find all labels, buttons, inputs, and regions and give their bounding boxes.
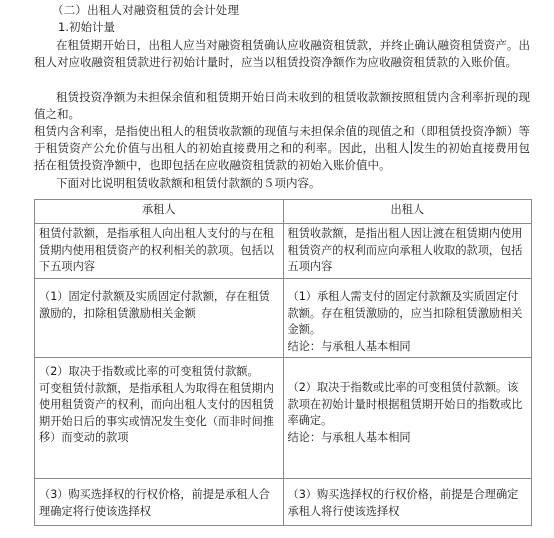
table-row	[35, 479, 532, 526]
comparison-table	[34, 199, 532, 526]
lessor-text: 租赁收款额，是指出租人因让渡在租赁期内使用租赁资产的权利而应向承租人收取的款项，包括五项内容	[287, 227, 523, 273]
lessee-text: 租赁付款额，是指承租人向出租人支付的与在租赁期内使用租赁资产的权利相关的款项。包括以下五项内容	[39, 227, 274, 273]
lessor-cell	[283, 224, 532, 279]
lessor-text: （2）取决于指数或比率的可变租赁付款额。该款项在初始计量时根据租赁期开始日的指数或比率确定。	[287, 381, 523, 427]
lessee-text: （1）固定付款额及实质固定付款额，存在租赁激励的，扣除租赁激励相关金额	[39, 290, 270, 320]
lessee-text: （2）取决于指数或比率的可变租赁付款额。	[39, 365, 259, 378]
lessee-cell	[35, 224, 284, 279]
table-intro: 下面对比说明租赁收款额和租赁付款额的５项内容。	[56, 176, 321, 190]
lessee-cell	[35, 279, 284, 358]
subsection-title: 1.初始计量	[58, 20, 115, 34]
paragraph-implicit-rate	[34, 123, 530, 174]
table-header-row	[35, 200, 532, 224]
lessee-text: （3）购买选择权的行权价格，前提是承租人合理确定将行使该选择权	[39, 488, 270, 518]
paragraph-net-investment: 租赁投资净额为未担保余值和租赁期开始日尚未收到的租赁收款额按照租赁内含利率折现的现值之和。	[34, 90, 530, 121]
lessor-cell	[283, 479, 532, 526]
paragraph-implicit-rate-part2: 发生的初始直接费用包括在租赁投资净额中，也即包括在应收融资租赁款的初始入账价值中。	[34, 141, 531, 172]
table-row	[35, 279, 532, 358]
paragraph-implicit-rate-part1: 租赁内含利率，是指使出租人的租赁收款额的现值与未担保余值的现值之和（即租赁投资净额）等于租赁资产公允价值与出租人的初始直接费用之和的利率。因此，出租人	[34, 124, 530, 155]
header-lessee: 承租人	[35, 200, 284, 224]
text-cursor	[411, 141, 412, 154]
lessor-text: （1）承租人需支付的固定付款额及实质固定付款额。存在租赁激励的，应当扣除租赁激励相关金额。	[287, 290, 523, 336]
section-title: （二）出租人对融资租赁的会计处理	[52, 3, 240, 17]
paragraph-initial-recognition: 在租赁期开始日，出租人应当对融资租赁确认应收融资租赁款，并终止确认融资租赁资产。出租人对应收融资租赁款进行初始计量时，应当以租赁投资净额作为应收融资租赁款的入账价值。	[34, 38, 530, 69]
table-row	[35, 224, 532, 279]
table-row	[35, 358, 532, 479]
lessee-cell	[35, 479, 284, 526]
header-lessor: 出租人	[283, 200, 532, 224]
lessor-cell	[283, 279, 532, 358]
lessee-extra-text: 可变租赁付款额，是指承租人为取得在租赁期内使用租赁资产的权利，而向出租人支付的因租赁期开始日后的事实或情况发生变化（而非时间推移）而变动的款项	[39, 381, 274, 444]
lessor-conclusion: 结论：与承租人基本相同	[287, 430, 411, 444]
lessor-text: （3）购买选择权的行权价格，前提是合理确定承租人将行使该选择权	[287, 488, 519, 518]
lessor-cell	[283, 358, 532, 479]
lessee-cell	[35, 358, 284, 479]
lessor-conclusion: 结论：与承租人基本相同	[287, 339, 411, 353]
